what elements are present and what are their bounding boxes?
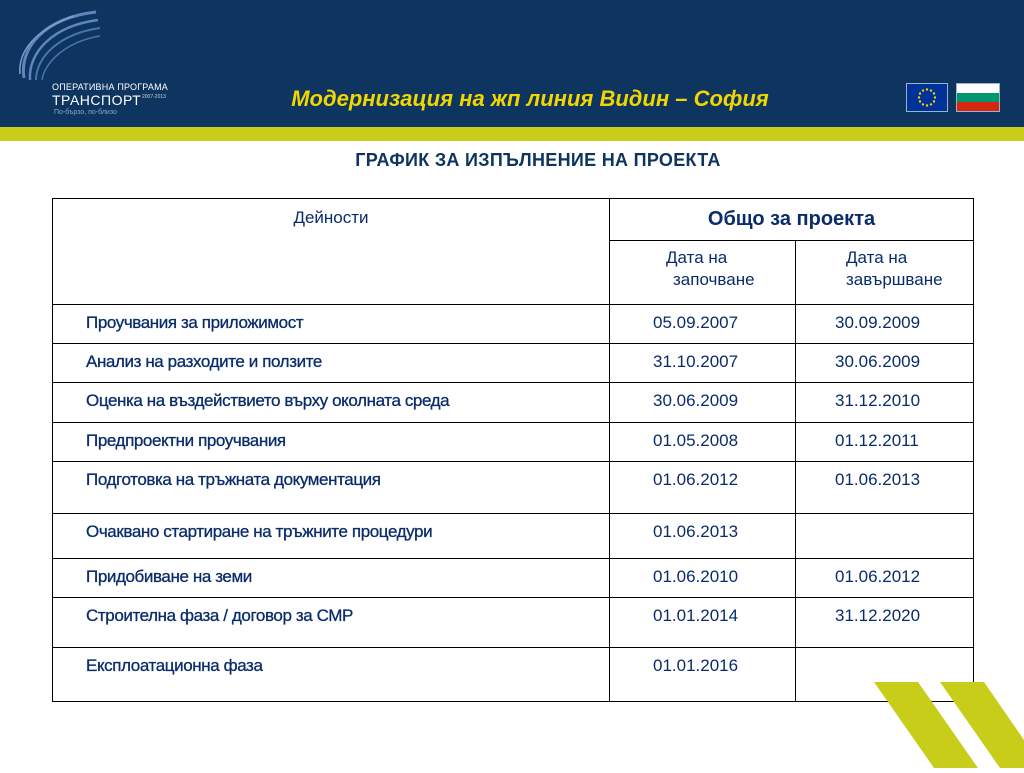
end-date-cell: 31.12.2010 — [796, 383, 974, 423]
eu-flag-icon — [906, 83, 948, 112]
table-row — [53, 344, 974, 383]
activity-cell: Проучвания за приложимост — [53, 305, 610, 344]
column-header-total: Общо за проекта — [610, 199, 974, 241]
start-date-cell: 30.06.2009 — [610, 383, 796, 423]
op-transport-logo — [14, 8, 184, 116]
activity-cell: Предпроектни проучвания — [53, 423, 610, 462]
activity-cell: Придобиване на земи — [53, 559, 610, 598]
start-date-cell: 01.06.2010 — [610, 559, 796, 598]
table-row — [53, 598, 974, 648]
schedule-table — [52, 198, 974, 702]
start-date-label-line1: Дата на — [666, 248, 728, 267]
table-row — [53, 383, 974, 423]
start-date-cell: 01.01.2016 — [610, 648, 796, 702]
start-date-cell: 01.06.2012 — [610, 462, 796, 514]
end-date-cell: 01.06.2013 — [796, 462, 974, 514]
start-date-cell: 01.05.2008 — [610, 423, 796, 462]
end-date-cell: 01.06.2012 — [796, 559, 974, 598]
logo-swirl-icon — [14, 8, 104, 88]
start-date-cell: 31.10.2007 — [610, 344, 796, 383]
header-bar — [0, 0, 1024, 127]
start-date-label-line2: започване — [673, 270, 755, 289]
end-date-cell — [796, 514, 974, 559]
end-date-cell: 30.06.2009 — [796, 344, 974, 383]
logo-text-transport: ТРАНСПОРТ — [52, 92, 142, 108]
column-header-start-date — [610, 241, 796, 305]
logo-text-program: ОПЕРАТИВНА ПРОГРАМА — [52, 82, 168, 92]
logo-text-years: 2007-2013 — [142, 94, 166, 100]
activity-cell: Експлоатационна фаза — [53, 648, 610, 702]
header-title: Модернизация на жп линия Видин – София — [291, 86, 769, 111]
end-date-cell: 01.12.2011 — [796, 423, 974, 462]
table-row — [53, 559, 974, 598]
activity-cell: Анализ на разходите и ползите — [53, 344, 610, 383]
table-row — [53, 514, 974, 559]
activity-cell: Строителна фаза / договор за СМР — [53, 598, 610, 648]
end-date-label-line2: завършване — [846, 270, 943, 289]
bulgaria-flag-icon — [956, 83, 1000, 112]
end-date-label-line1: Дата на — [846, 248, 908, 267]
logo-text-slogan: По-бързо, по-близо — [54, 109, 117, 116]
activity-cell: Очаквано стартиране на тръжните процедури — [53, 514, 610, 559]
table-row — [53, 423, 974, 462]
column-header-activities: Дейности — [53, 199, 610, 305]
activity-cell: Оценка на въздействието върху околната среда — [53, 383, 610, 423]
start-date-cell: 01.06.2013 — [610, 514, 796, 559]
page-title: ГРАФИК ЗА ИЗПЪЛНЕНИЕ НА ПРОЕКТА — [355, 150, 721, 170]
table-header-row — [53, 199, 974, 241]
header-accent-stripe — [0, 127, 1024, 141]
start-date-cell: 01.01.2014 — [610, 598, 796, 648]
table-row — [53, 462, 974, 514]
table-row — [53, 305, 974, 344]
table-row — [53, 648, 974, 702]
start-date-cell: 05.09.2007 — [610, 305, 796, 344]
column-header-end-date — [796, 241, 974, 305]
decorative-chevrons-icon — [872, 680, 1024, 768]
end-date-cell: 30.09.2009 — [796, 305, 974, 344]
activity-cell: Подготовка на тръжната документация — [53, 462, 610, 514]
end-date-cell: 31.12.2020 — [796, 598, 974, 648]
